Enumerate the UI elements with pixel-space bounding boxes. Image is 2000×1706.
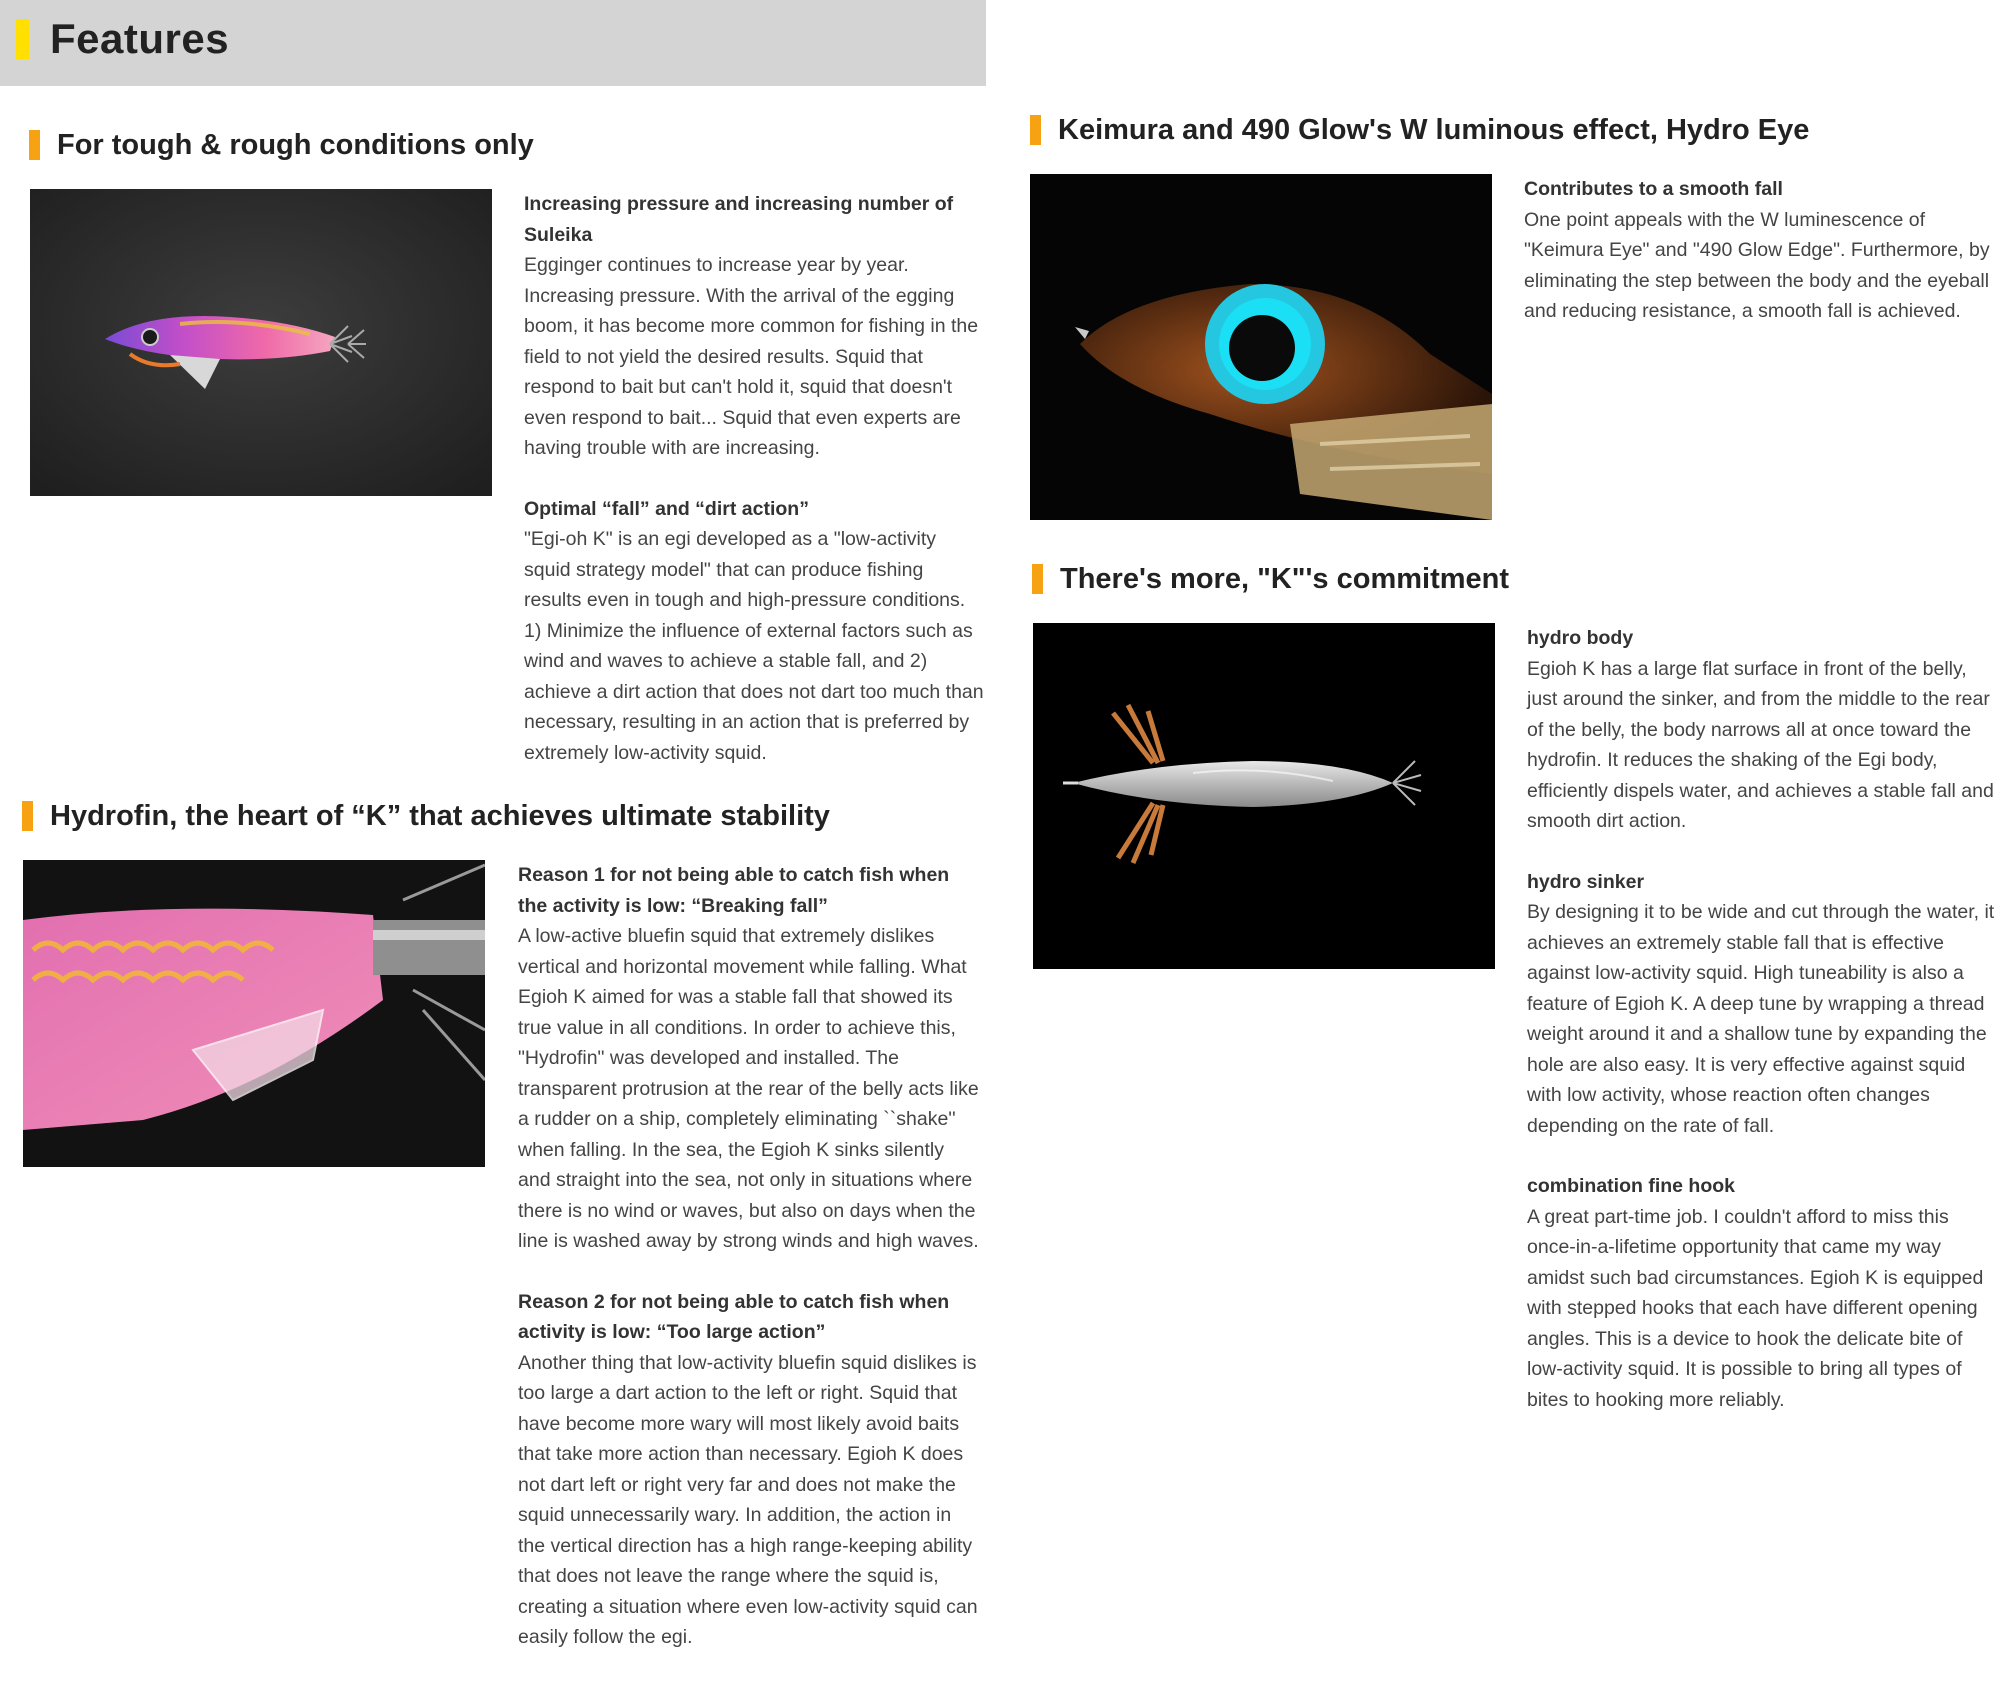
section-title: Keimura and 490 Glow's W luminous effect, Hydro Eye bbox=[1058, 114, 1810, 146]
page-title: Features bbox=[50, 15, 230, 62]
photo-egi-underside bbox=[1033, 623, 1495, 969]
photo-glowing-eye bbox=[1030, 174, 1492, 520]
heading-accent-bar bbox=[22, 801, 33, 831]
block-body: Another thing that low-activity bluefin squid dislikes is too large a dart action to the left or right. Squid that have become more wary will most likely avoid baits that take more action than necessary. Egioh K does not dart left or right very far and does not make the squid unnecessarily wary. In addition, the action in the vertical direction has a high range-keeping ability that does not leave the range where the squid is, creating a situation where even low-activity squid can easily follow the egi. bbox=[518, 1351, 978, 1648]
block-subtitle: Reason 2 for not being able to catch fish when activity is low: “Too large action” bbox=[518, 1290, 950, 1343]
section-heading-commitment bbox=[1032, 562, 1932, 598]
photo-hydrofin bbox=[23, 860, 485, 1167]
block-body: Egioh K has a large flat surface in front of the belly, just around the sinker, and from the middle to the rear of the belly, the body narrows all at once toward the hydrofin. It reduces the shaking of the Egi body, efficiently dispels water, and achieves a stable fall and smooth dirt action. bbox=[1527, 657, 1994, 832]
block-body: A low-active bluefin squid that extremely dislikes vertical and horizontal movement while falling. What Egioh K aimed for was a stable fall that showed its true value in all conditions. In order to achieve this, "Hydrofin" was developed and installed. The transparent protrusion at the rear of the belly acts like a rudder on a ship, completely eliminating ``shake'' when falling. In the sea, the Egioh K sinks silently and straight into the sea, not only in situations where there is no wind or waves, but also on days when the line is washed away by strong winds and high waves. bbox=[518, 925, 979, 1252]
text-column-keimura bbox=[1524, 174, 1996, 357]
block-body: "Egi-oh K" is an egi developed as a "low-activity squid strategy model" that can produce fishing results even in tough and high-pressure conditions. 1) Minimize the influence of external factors such as wind and waves to achieve a stable fall, and 2) achieve a dirt action that does not dart too much than necessary, resulting in an action that is preferred by extremely low-activity squid. bbox=[524, 528, 984, 764]
section-title: Hydrofin, the heart of “K” that achieves ultimate stability bbox=[50, 800, 830, 832]
heading-accent-bar bbox=[1030, 115, 1041, 145]
text-block bbox=[518, 860, 980, 1257]
section-heading-tough bbox=[29, 128, 729, 164]
heading-accent-bar bbox=[1032, 564, 1043, 594]
text-block bbox=[1527, 623, 2000, 837]
block-body: Egginger continues to increase year by year. Increasing pressure. With the arrival of the egging boom, it has become more common for fishing in the field to not yield the desired results. Squid that respond to bait but can't hold it, squid that doesn't even respond to bait... Squid that even experts are having trouble with are increasing. bbox=[524, 254, 979, 459]
features-banner bbox=[0, 0, 986, 86]
block-body: A great part-time job. I couldn't afford to miss this once-in-a-lifetime opportunity that came my way amidst such bad circumstances. Egioh K is equipped with stepped hooks that each have different opening angles. This is a device to hook the delicate bite of low-activity squid. It is possible to bring all types of bites to hooking more reliably. bbox=[1527, 1205, 1984, 1411]
text-block bbox=[1527, 1171, 2000, 1415]
section-title: For tough & rough conditions only bbox=[57, 129, 534, 161]
text-column-tough bbox=[524, 189, 986, 798]
text-block bbox=[524, 189, 986, 464]
section-heading-hydrofin bbox=[22, 799, 922, 835]
heading-accent-bar bbox=[29, 130, 40, 160]
section-heading-keimura bbox=[1030, 113, 1930, 149]
text-column-hydrofin bbox=[518, 860, 980, 1683]
text-block bbox=[524, 494, 986, 769]
block-subtitle: Increasing pressure and increasing number of Suleika bbox=[524, 193, 954, 246]
block-subtitle: hydro sinker bbox=[1527, 870, 1645, 893]
text-block bbox=[518, 1287, 980, 1653]
block-subtitle: Contributes to a smooth fall bbox=[1524, 178, 1783, 200]
block-subtitle: Reason 1 for not being able to catch fish when the activity is low: “Breaking fall” bbox=[518, 864, 950, 917]
text-block bbox=[1527, 867, 2000, 1142]
block-body: By designing it to be wide and cut through the water, it achieves an extremely stable fall that is effective against low-activity squid. High tuneability is also a feature of Egioh K. A deep tune by wrapping a thread weight around it and a shallow tune by expanding the hole are also easy. It is very effective against squid with low activity, whose reaction often changes depending on the rate of fall. bbox=[1527, 901, 1995, 1137]
text-column-commitment bbox=[1527, 623, 2000, 1445]
block-subtitle: hydro body bbox=[1527, 627, 1634, 649]
block-subtitle: Optimal “fall” and “dirt action” bbox=[524, 497, 809, 520]
banner-accent-bar bbox=[16, 19, 29, 59]
block-body: One point appeals with the W luminescence of "Keimura Eye" and "490 Glow Edge". Furthermore, by eliminating the step between the body and the eyeball and reducing resistance, a smooth fall is achieved. bbox=[1524, 208, 1990, 322]
section-title: There's more, "K"'s commitment bbox=[1060, 563, 1510, 595]
text-block bbox=[1524, 174, 1996, 327]
block-subtitle: combination fine hook bbox=[1527, 1175, 1735, 1197]
photo-egi-side bbox=[30, 189, 492, 496]
